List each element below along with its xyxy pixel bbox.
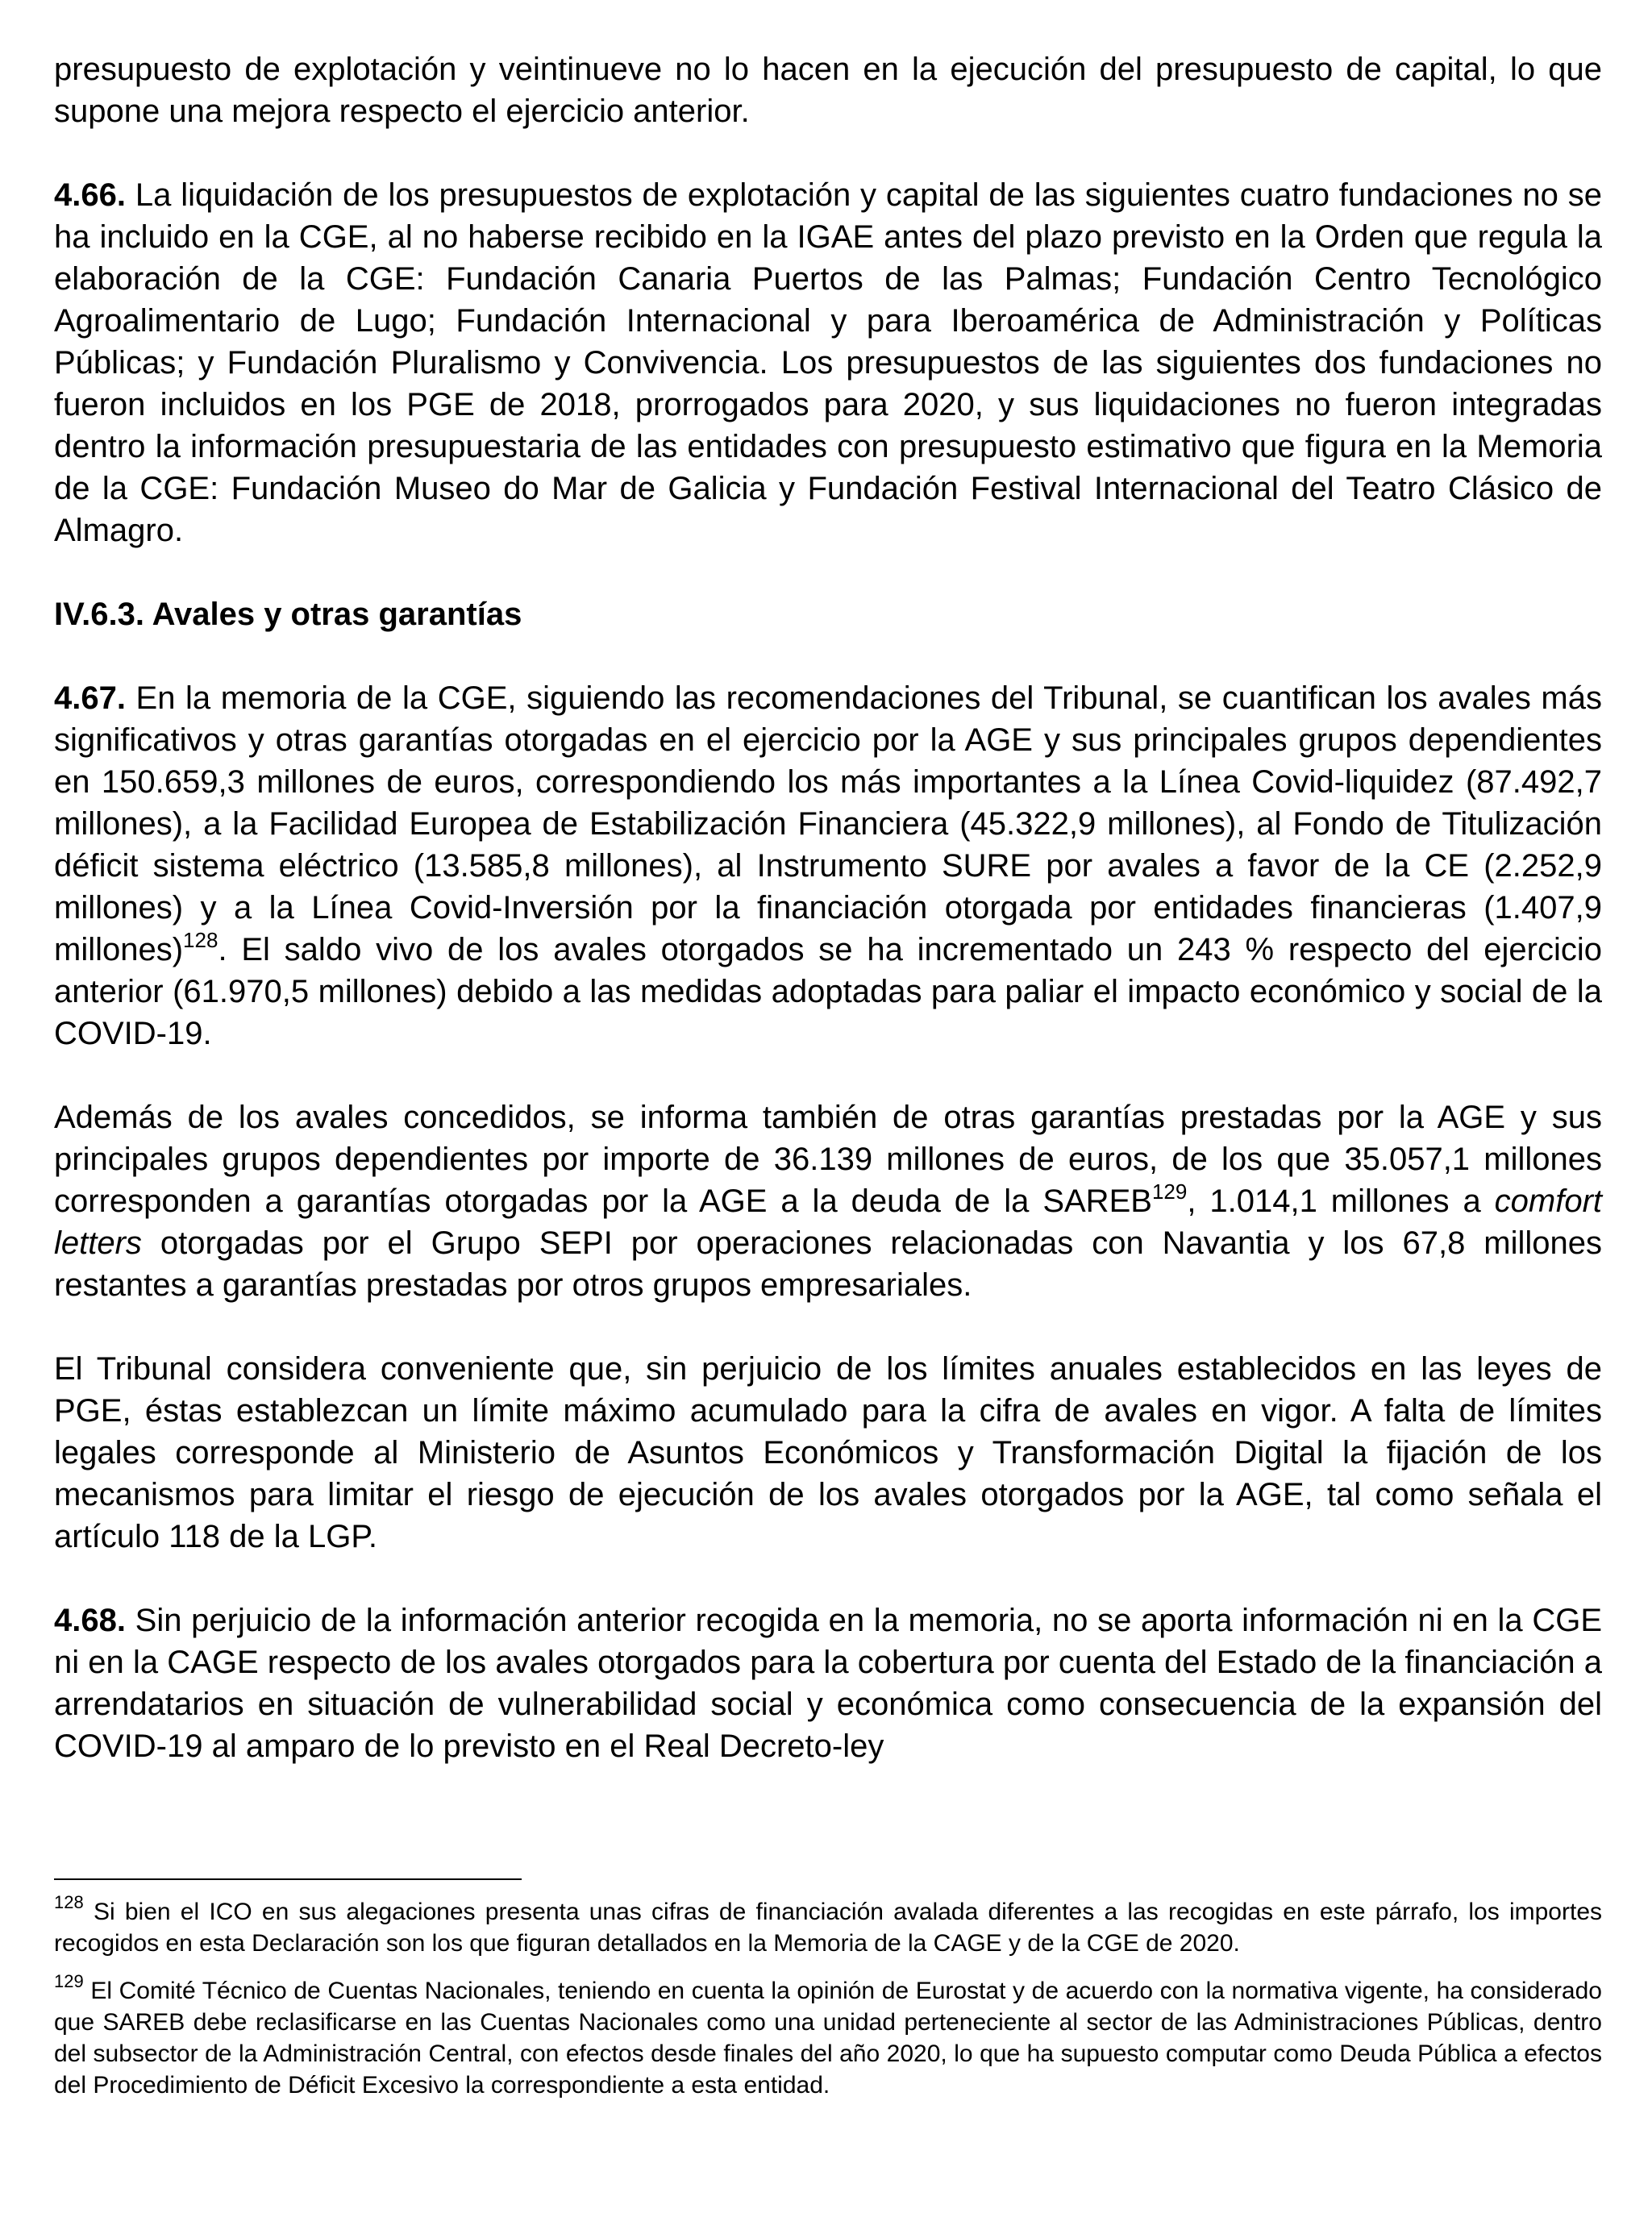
paragraph-4-67 [54, 677, 1602, 1055]
paragraph-number: 4.68. [54, 1603, 126, 1638]
footnote-number: 128 [54, 1892, 84, 1912]
footnote-129 [54, 1971, 1602, 2101]
paragraph-text: La liquidación de los presupuestos de explotación y capital de las siguientes cuatro fundaciones no se ha incluido en la CGE, al no haberse recibido en la IGAE antes del plazo previsto en la Orden que regula la elaboración de la CGE: Fundación Canaria Puertos de las Palmas; Fundación Centro Tecnológico Agroalimentario de Lugo; Fundación Internacional y para Iberoamérica de Administración y Políticas Públicas; y Fundación Pluralismo y Convivencia. Los presupuestos de las siguientes dos fundaciones no fueron incluidos en los PGE de 2018, prorrogados para 2020, y sus liquidaciones no fueron integradas dentro la información presupuestaria de las entidades con presupuesto estimativo que figura en la Memoria de la CGE: Fundación Museo do Mar de Galicia y Fundación Festival Internacional del Teatro Clásico de Almagro. [54, 177, 1602, 548]
footnote-divider [54, 1878, 522, 1880]
footnote-ref-129[interactable]: 129 [1151, 1179, 1188, 1204]
section-heading: IV.6.3. Avales y otras garantías [54, 597, 522, 632]
paragraph-text: En la memoria de la CGE, siguiendo las recomendaciones del Tribunal, se cuantifican los avales más significativos y otras garantías otorgadas en el ejercicio por la AGE y sus principales grupos dependientes en 150.659,3 millones de euros, correspondiendo los más importantes a la Línea Covid-liquidez (87.492,7 millones), a la Facilidad Europea de Estabilización Financiera (45.322,9 millones), al Fondo de Titulización déficit sistema eléctrico (13.585,8 millones), al Instrumento SURE por avales a favor de la CE (2.252,9 millones) y a la Línea Covid-Inversión por la financiación otorgada por entidades financieras (1.407,9 millones) [54, 680, 1602, 967]
paragraph-continuation: presupuesto de explotación y veintinueve no lo hacen en la ejecución del presupuesto de capital, lo que supone una mejora respecto el ejercicio anterior. [54, 52, 1602, 129]
paragraph-text: . El saldo vivo de los avales otorgados se ha incrementado un 243 % respecto del ejercicio anterior (61.970,5 millones) debido a las medidas adoptadas para paliar el impacto económico y social de la COVID-19. [54, 932, 1602, 1051]
footnote-text: El Comité Técnico de Cuentas Nacionales, teniendo en cuenta la opinión de Eurostat y de acuerdo con la normativa vigente, ha considerado que SAREB debe reclasificarse en las Cuentas Nacionales como una unidad perteneciente al sector de las Administraciones Públicas, dentro del subsector de la Administración Central, con efectos desde finales del año 2020, lo que ha supuesto computar como Deuda Pública a efectos del Procedimiento de Déficit Excesivo la correspondiente a esta entidad. [54, 1978, 1602, 2099]
paragraph-text: Además de los avales concedidos, se informa también de otras garantías prestadas por la AGE y sus principales grupos dependientes por importe de 36.139 millones de euros, de los que 35.057,1 millones corresponden a garantías otorgadas por la AGE a la deuda de la SAREB [54, 1100, 1602, 1219]
footnote-text: Si bien el ICO en sus alegaciones presenta unas cifras de financiación avalada diferentes a las recogidas en este párrafo, los importes recogidos en esta Declaración son los que figuran detallados en la Memoria de la CAGE y de la CGE de 2020. [54, 1899, 1602, 1957]
paragraph-tribunal: El Tribunal considera conveniente que, sin perjuicio de los límites anuales establecidos en las leyes de PGE, éstas establezcan un límite máximo acumulado para la cifra de avales en vigor. A falta de límites legales corresponde al Ministerio de Asuntos Económicos y Transformación Digital la fijación de los mecanismos para limitar el riesgo de ejecución de los avales otorgados por la AGE, tal como señala el artículo 118 de la LGP. [54, 1351, 1602, 1554]
document-body [54, 48, 1602, 1809]
paragraph-4-68 [54, 1599, 1602, 1767]
italic-term: comfort letters [54, 1183, 1602, 1261]
footnote-number: 129 [54, 1971, 84, 1991]
footnote-ref-128[interactable]: 128 [183, 927, 218, 952]
paragraph-4-66 [54, 174, 1602, 551]
paragraph-text: otorgadas por el Grupo SEPI por operaciones relacionadas con Navantia y los 67,8 millones restantes a garantías prestadas por otros grupos empresariales. [54, 1225, 1602, 1303]
footnotes [54, 1892, 1602, 2117]
paragraph-number: 4.66. [54, 177, 126, 213]
paragraph-number: 4.67. [54, 680, 126, 716]
paragraph-text: , 1.014,1 millones a [1187, 1183, 1495, 1219]
footnote-128 [54, 1892, 1602, 1959]
paragraph-otras-garantias [54, 1096, 1602, 1306]
paragraph-text: Sin perjuicio de la información anterior recogida en la memoria, no se aporta información ni en la CGE ni en la CAGE respecto de los avales otorgados para la cobertura por cuenta del Estado de la financiación a arrendatarios en situación de vulnerabilidad social y económica como consecuencia de la expansión del COVID-19 al amparo de lo previsto en el Real Decreto-ley [54, 1603, 1602, 1764]
